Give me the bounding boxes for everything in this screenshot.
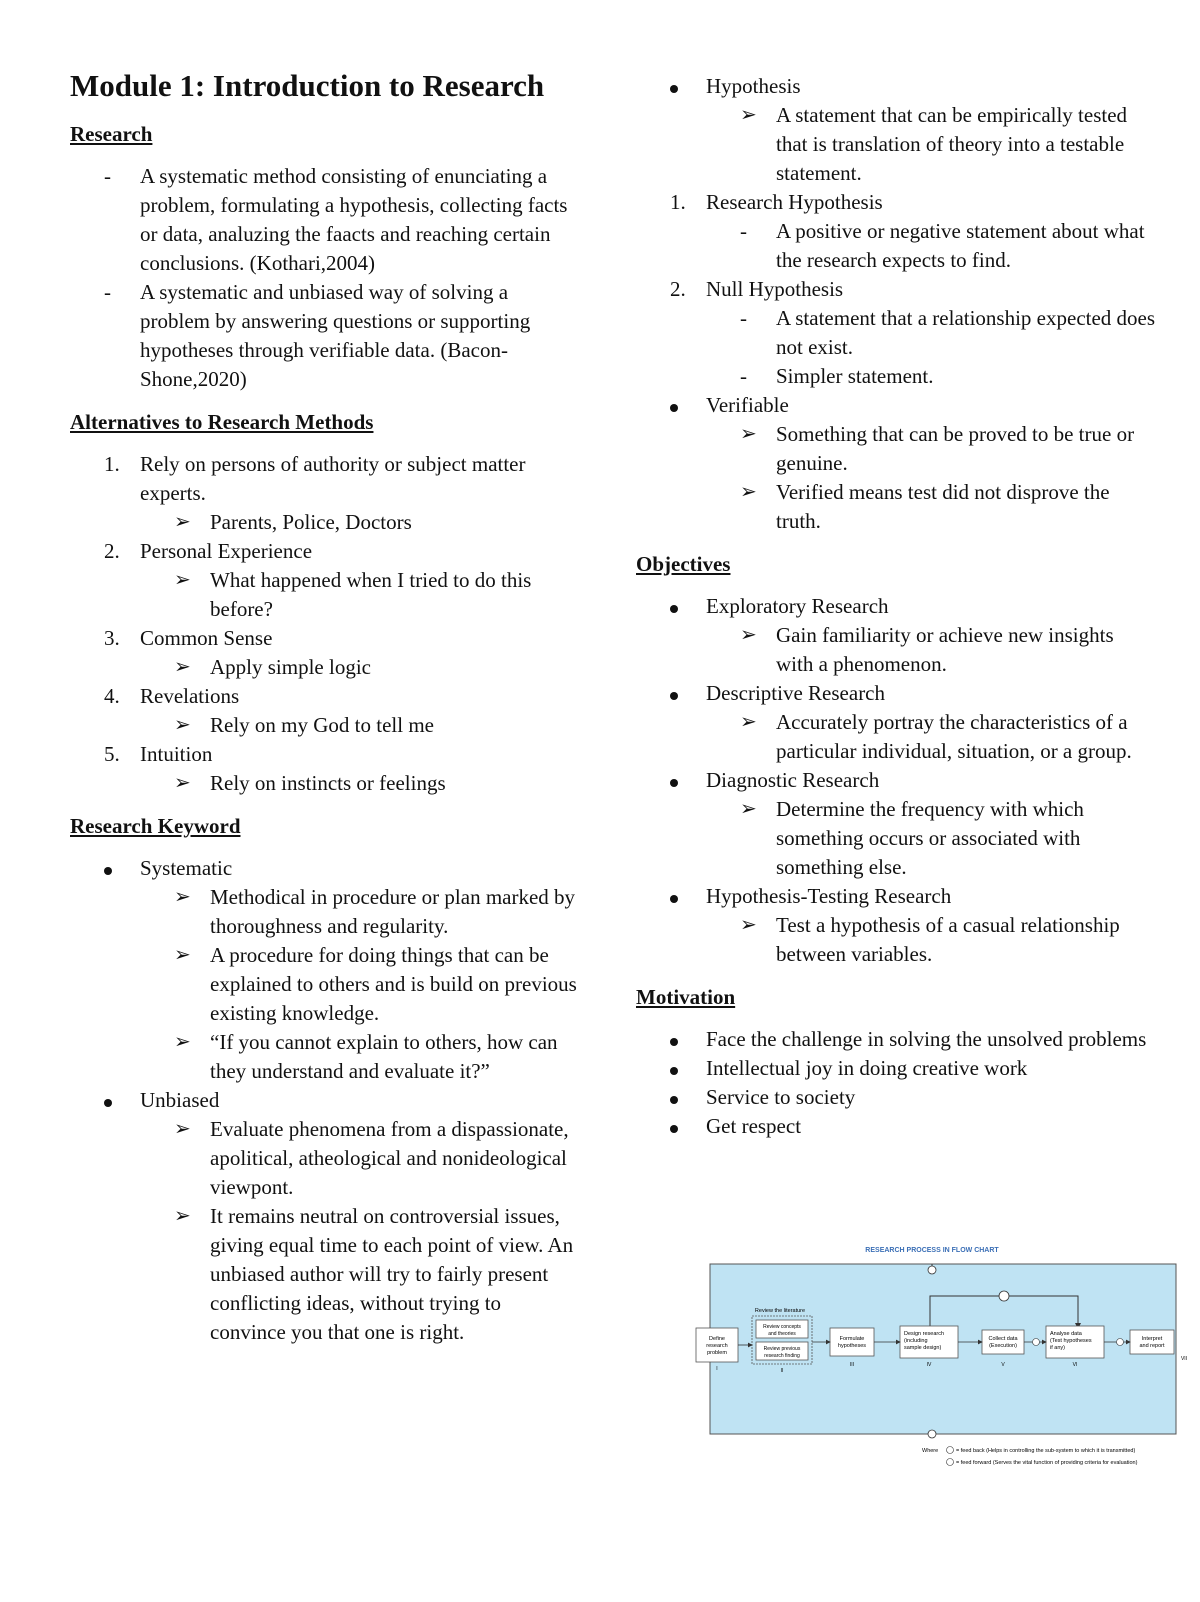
section-heading-objectives: Objectives: [636, 552, 731, 576]
bullet-icon: [670, 766, 698, 795]
svg-text:Analyse data: Analyse data: [1050, 1331, 1082, 1337]
arrow-icon: ➢: [740, 423, 757, 445]
section-heading-alternatives: Alternatives to Research Methods: [70, 410, 374, 434]
bullet-icon: [670, 1025, 698, 1054]
research-process-flowchart: [706, 1247, 1200, 1514]
list-item: Exploratory Research: [636, 592, 1156, 621]
page-title: Module 1: Introduction to Research: [70, 68, 545, 103]
svg-text:II: II: [780, 1368, 784, 1374]
bullet-icon: [670, 882, 698, 911]
bullet-icon: [670, 1083, 698, 1112]
right-column: [636, 72, 1156, 1141]
list-item: Intellectual joy in doing creative work: [636, 1054, 1156, 1083]
arrow-icon: ➢: [174, 1031, 191, 1053]
list-item: 4. Revelations: [104, 684, 240, 708]
sub-list-item: ➢ A procedure for doing things that can be explained to others and is build on previous existing knowledge.: [174, 943, 577, 1025]
flowchart-legend: [922, 1447, 1138, 1467]
list-item: Hypothesis: [636, 72, 1156, 101]
sub-list-item: ➢ Rely on instincts or feelings: [70, 769, 580, 798]
svg-text:research finding: research finding: [764, 1353, 800, 1359]
sub-list-item: ➢ Determine the frequency with which something occurs or associated with something else.: [740, 797, 1084, 879]
list-item: Descriptive Research: [636, 679, 1156, 708]
sub-list-item: ➢ Something that can be proved to be true or genuine.: [740, 422, 1135, 475]
bullet-icon: [104, 1086, 132, 1115]
svg-text:if any): if any): [1050, 1345, 1065, 1351]
list-item: - A systematic and unbiased way of solving a problem by answering questions or supporting hypotheses through verifiable data. (Bacon-Shone,2020): [104, 280, 531, 391]
step-box-review-concepts: [756, 1320, 808, 1338]
svg-text:III: III: [849, 1362, 855, 1368]
left-column: [70, 66, 580, 1347]
feedback-node: [1117, 1339, 1124, 1346]
list-item: - A systematic method consisting of enunciating a problem, formulating a hypothesis, collecting facts or data, analuzing the faacts and reaching certain conclusions. (Kothari,2004): [104, 164, 568, 275]
svg-text:Interpret: Interpret: [1141, 1336, 1163, 1342]
dash-marker: -: [740, 364, 747, 388]
arrow-icon: ➢: [174, 1205, 191, 1227]
svg-text:= feed back (Helps in controll: = feed back (Helps in controlling the sub-system to which it is transmitted): [956, 1448, 1136, 1454]
arrow-icon: ➢: [174, 569, 191, 591]
svg-text:research: research: [706, 1343, 728, 1349]
sub-list-item: ➢ Apply simple logic: [70, 653, 580, 682]
svg-text:sample design): sample design): [904, 1345, 942, 1351]
sub-list-item: - A positive or negative statement about what the research expects to find.: [740, 219, 1145, 272]
list-item: Verifiable: [636, 391, 1156, 420]
sub-list-item: - A statement that a relationship expected does not exist.: [740, 306, 1156, 359]
svg-text:= feed forward (Serves the vit: = feed forward (Serves the vital function of providing criteria for evaluation): [956, 1460, 1138, 1466]
sub-list-item: ➢ “If you cannot explain to others, how can they understand and evaluate it?”: [174, 1030, 558, 1083]
list-item: 2. Null Hypothesis: [670, 277, 844, 301]
flowchart-title: RESEARCH PROCESS IN FLOW CHART: [865, 1247, 999, 1254]
arrow-icon: ➢: [174, 714, 191, 736]
sub-list-item: ➢ Parents, Police, Doctors: [70, 508, 580, 537]
list-item: 1. Research Hypothesis: [670, 190, 883, 214]
dash-marker: -: [740, 219, 747, 243]
sub-list-item: ➢ A statement that can be empirically tested that is translation of theory into a testable statement.: [740, 103, 1128, 185]
flowchart-svg: [706, 1247, 1200, 1514]
svg-text:V: V: [1001, 1362, 1005, 1368]
arrow-icon: ➢: [174, 772, 191, 794]
list-item: Face the challenge in solving the unsolved problems: [636, 1025, 1156, 1054]
sub-list-item: - Simpler statement.: [636, 362, 1156, 391]
arrow-icon: ➢: [740, 798, 757, 820]
list-item: Service to society: [636, 1083, 1156, 1112]
sub-list-item: ➢ Rely on my God to tell me: [70, 711, 580, 740]
bullet-icon: [670, 1054, 698, 1083]
dash-marker: -: [740, 306, 747, 330]
svg-text:Review previous: Review previous: [763, 1346, 801, 1352]
list-item: Unbiased: [70, 1086, 580, 1115]
arrow-icon: ➢: [174, 886, 191, 908]
svg-text:(Execution): (Execution): [989, 1343, 1017, 1349]
sub-list-item: ➢ Accurately portray the characteristics of a particular individual, situation, or a group.: [740, 710, 1132, 763]
svg-text:VII: VII: [1180, 1356, 1188, 1362]
sub-list-item: ➢ Evaluate phenomena from a dispassionate, apolitical, atheological and nonideological viewpont.: [174, 1117, 569, 1199]
section-heading-research: Research: [70, 122, 153, 146]
arrow-icon: ➢: [740, 914, 757, 936]
svg-text:(including: (including: [904, 1338, 928, 1344]
section-heading-motivation: Motivation: [636, 985, 736, 1009]
sub-list-item: ➢ Test a hypothesis of a casual relationship between variables.: [740, 913, 1120, 966]
sub-list-item: ➢ Methodical in procedure or plan marked by thoroughness and regularity.: [174, 885, 576, 938]
arrow-icon: ➢: [174, 1118, 191, 1140]
bullet-icon: [104, 854, 132, 883]
svg-text:problem: problem: [707, 1350, 727, 1356]
feedback-node: [928, 1266, 936, 1274]
svg-text:Design research: Design research: [904, 1331, 945, 1337]
svg-text:(Test hypotheses: (Test hypotheses: [1050, 1338, 1092, 1344]
svg-text:Collect data: Collect data: [988, 1336, 1018, 1342]
svg-text:IV: IV: [926, 1362, 932, 1368]
arrow-icon: ➢: [174, 511, 191, 533]
sub-list-item: ➢ It remains neutral on controversial issues, giving equal time to each point of view. An unbiased author will try to fairly present conflicting ideas, without trying to convince you that one is right.: [174, 1204, 574, 1344]
dash-marker: -: [104, 280, 111, 304]
section-heading-keyword: Research Keyword: [70, 814, 241, 838]
svg-text:and theories: and theories: [768, 1331, 796, 1337]
bullet-icon: [670, 1112, 698, 1141]
svg-text:Define: Define: [709, 1336, 725, 1342]
list-item: 1. Rely on persons of authority or subject matter experts.: [104, 452, 526, 505]
bullet-icon: [670, 679, 698, 708]
bullet-icon: [670, 592, 698, 621]
svg-text:I: I: [716, 1366, 718, 1372]
sub-list-item: ➢ Gain familiarity or achieve new insights with a phenomenon.: [740, 623, 1114, 676]
svg-text:Review concepts: Review concepts: [763, 1324, 801, 1330]
svg-text:Formulate: Formulate: [839, 1336, 865, 1342]
sub-list-item: ➢ What happened when I tried to do this before?: [174, 568, 532, 621]
svg-text:Where: Where: [922, 1448, 939, 1454]
feedback-node: [928, 1430, 936, 1438]
list-item: Hypothesis-Testing Research: [636, 882, 1156, 911]
arrow-icon: ➢: [174, 944, 191, 966]
arrow-icon: ➢: [740, 104, 757, 126]
list-item: Get respect: [636, 1112, 1156, 1141]
svg-text:and report: and report: [1139, 1343, 1165, 1349]
svg-text:hypotheses: hypotheses: [837, 1343, 867, 1349]
arrow-icon: ➢: [740, 481, 757, 503]
feed-forward-node: [999, 1291, 1009, 1301]
sub-list-item: ➢ Verified means test did not disprove the truth.: [740, 480, 1110, 533]
review-literature-label: Review the literature: [754, 1308, 806, 1314]
list-item: 3. Common Sense: [104, 626, 273, 650]
list-item: Systematic: [70, 854, 580, 883]
arrow-icon: ➢: [740, 624, 757, 646]
bullet-icon: [670, 72, 698, 101]
svg-text:VI: VI: [1072, 1362, 1078, 1368]
arrow-icon: ➢: [174, 656, 191, 678]
dash-marker: -: [104, 164, 111, 188]
arrow-icon: ➢: [740, 711, 757, 733]
list-item: 2. Personal Experience: [104, 539, 313, 563]
feedback-node: [1033, 1339, 1040, 1346]
list-item: Diagnostic Research: [636, 766, 1156, 795]
bullet-icon: [670, 391, 698, 420]
list-item: 5. Intuition: [104, 742, 213, 766]
